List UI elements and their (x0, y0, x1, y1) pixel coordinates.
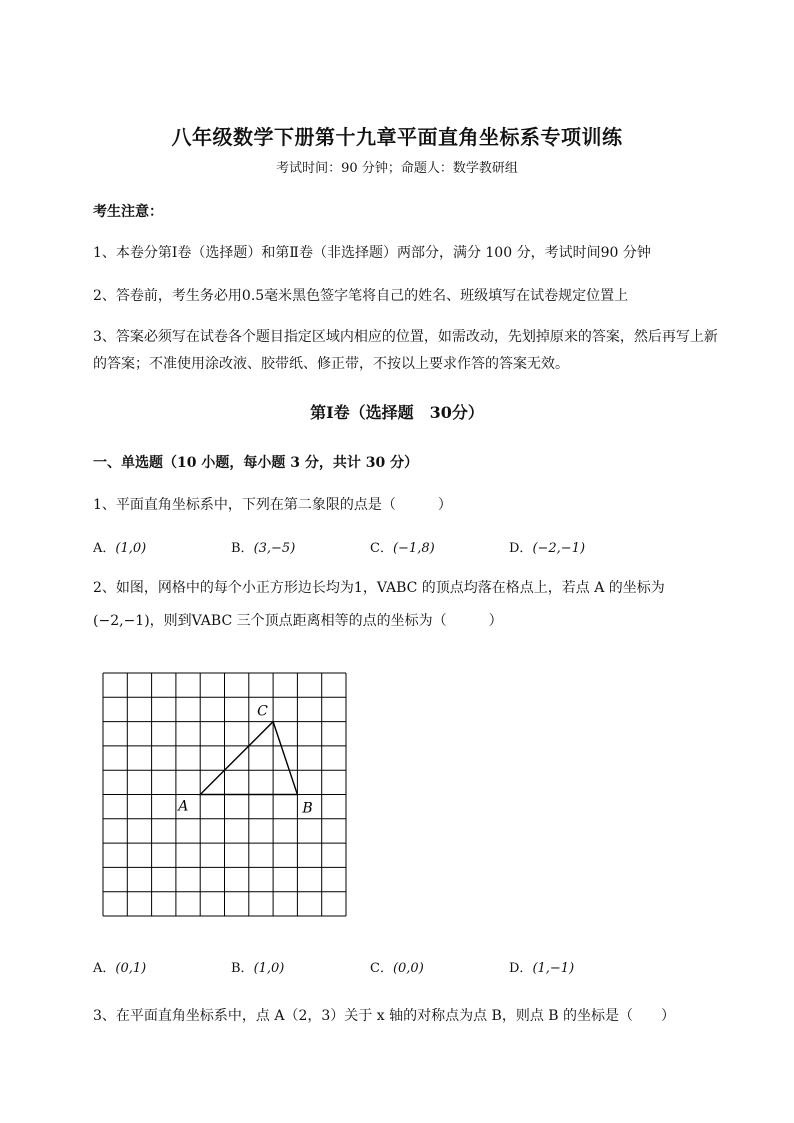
vertex-label-b: B (302, 800, 313, 817)
q1-option-c[interactable] (370, 537, 435, 556)
q2-option-b[interactable] (231, 957, 284, 976)
option-value: (1,0) (253, 961, 285, 976)
option-label: B． (231, 541, 254, 556)
q1-option-d[interactable] (509, 537, 585, 556)
option-value: (−1,8) (392, 541, 435, 556)
notice-item-2: 2、答卷前，考生务必用0.5毫米黑色签字笔将自己的姓名、班级填写在试卷规定位置上 (93, 288, 629, 304)
notice-item-3-continued: 的答案；不准使用涂改液、胶带纸、修正带，不按以上要求作答的答案无效。 (93, 356, 569, 372)
option-value: (1,0) (115, 541, 147, 556)
option-value: (0,0) (392, 961, 424, 976)
vertex-label-a: A (178, 798, 189, 815)
option-label: A． (93, 541, 116, 556)
option-label: A． (93, 961, 116, 976)
option-label: C． (370, 541, 393, 556)
option-label: D． (509, 541, 533, 556)
option-value: (−2,−1) (532, 541, 586, 556)
question-3-stem: 3、在平面直角坐标系中，点 A（2，3）关于 x 轴的对称点为点 B，则点 B 的坐标是（ ） (93, 1008, 676, 1024)
question-2-stem-line1: 2、如图，网格中的每个小正方形边长均为1，VABC 的顶点均落在格点上，若点 A 的坐标为 (93, 580, 665, 596)
question-2-stem-line2: (−2,−1)，则到VABC 三个顶点距离相等的点的坐标为（ ） (93, 613, 503, 629)
notice-heading: 考生注意： (93, 204, 163, 220)
section-subtitle: 一、单选题（10 小题，每小题 3 分，共计 30 分） (93, 455, 419, 471)
notice-item-1: 1、本卷分第Ⅰ卷（选择题）和第Ⅱ卷（非选择题）两部分，满分 100 分，考试时间90 分钟 (93, 245, 651, 261)
section-title: 第Ⅰ卷（选择题 30分） (310, 403, 484, 422)
option-value: (1,−1) (532, 961, 575, 976)
q2-option-a[interactable] (93, 957, 146, 976)
q2-option-c[interactable] (370, 957, 424, 976)
q2-option-d[interactable] (509, 957, 574, 976)
option-label: C． (370, 961, 393, 976)
option-value: (0,1) (115, 961, 147, 976)
option-label: B． (231, 961, 254, 976)
question-1-stem: 1、平面直角坐标系中，下列在第二象限的点是（ ） (93, 497, 452, 513)
exam-info: 考试时间：90 分钟；命题人：数学教研组 (276, 161, 518, 176)
option-label: D． (509, 961, 533, 976)
page-title: 八年级数学下册第十九章平面直角坐标系专项训练 (171, 125, 623, 149)
option-value: (3,−5) (253, 541, 296, 556)
q1-option-b[interactable] (231, 537, 295, 556)
vertex-label-c: C (257, 703, 268, 720)
notice-item-3: 3、答案必须写在试卷各个题目指定区域内相应的位置，如需改动，先划掉原来的答案，然后再写上新 (93, 329, 718, 345)
vertex-labels (176, 704, 312, 817)
grid-triangle-figure (95, 665, 355, 920)
q1-option-a[interactable] (93, 537, 146, 556)
